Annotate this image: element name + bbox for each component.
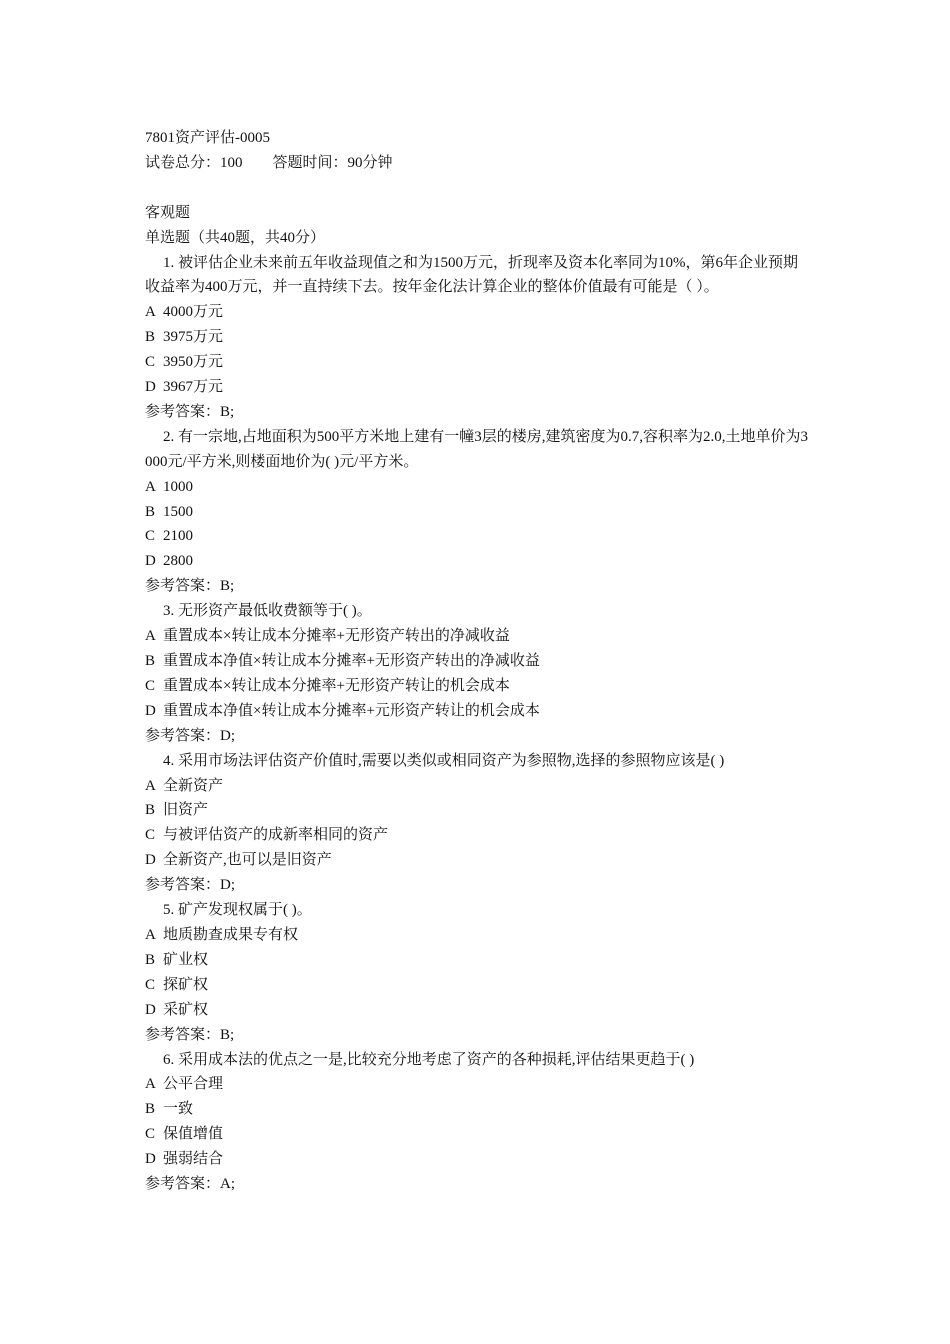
option-d: D 2800 <box>145 553 193 570</box>
option-b: B 1500 <box>145 503 193 520</box>
option-c: C 与被评估资产的成新率相同的资产 <box>145 827 389 844</box>
option-a: A 4000万元 <box>145 304 224 321</box>
question-block <box>145 749 810 898</box>
section-subtitle: 单选题（共40题，共40分） <box>145 229 326 246</box>
option-b: B 重置成本净值×转让成本分摊率+无形资产转出的净减收益 <box>145 653 540 670</box>
reference-answer: 参考答案：B; <box>145 1026 235 1043</box>
option-d: D 采矿权 <box>145 1001 209 1018</box>
reference-answer: 参考答案：B; <box>145 403 235 420</box>
reference-answer: 参考答案：A; <box>145 1176 236 1193</box>
question-text: 3. 无形资产最低收费额等于( )。 <box>163 603 372 620</box>
question-block <box>145 425 810 599</box>
question-text: 4. 采用市场法评估资产价值时,需要以类似或相同资产为参照物,选择的参照物应该是( ) <box>163 752 725 769</box>
option-b: B 一致 <box>145 1101 194 1118</box>
question-block <box>145 898 810 1047</box>
document-page <box>145 126 810 1197</box>
exam-meta <box>145 151 810 176</box>
option-c: C 探矿权 <box>145 976 209 993</box>
question-text: 1. 被评估企业未来前五年收益现值之和为1500万元，折现率及资本化率同为10%，第6年企业预期收益率为400万元，并一直持续下去。按年金化法计算企业的整体价值最有可能是（ ）。 <box>145 254 798 296</box>
total-score: 试卷总分：100 <box>145 154 243 171</box>
option-b: B 旧资产 <box>145 802 209 819</box>
question-block <box>145 599 810 748</box>
option-d: D 全新资产,也可以是旧资产 <box>145 852 332 869</box>
reference-answer: 参考答案：D; <box>145 877 236 894</box>
question-block <box>145 251 810 425</box>
section-title: 客观题 <box>145 204 191 221</box>
option-c: C 保值增值 <box>145 1126 224 1143</box>
option-a: A 1000 <box>145 478 193 495</box>
option-a: A 地质勘查成果专有权 <box>145 926 299 943</box>
option-c: C 重置成本×转让成本分摊率+无形资产转让的机会成本 <box>145 677 510 694</box>
question-text: 5. 矿产发现权属于( )。 <box>163 902 312 919</box>
reference-answer: 参考答案：B; <box>145 578 235 595</box>
exam-title: 7801资产评估-0005 <box>145 130 270 146</box>
question-text: 6. 采用成本法的优点之一是,比较充分地考虑了资产的各种损耗,评估结果更趋于( ) <box>163 1051 695 1068</box>
question-text: 2. 有一宗地,占地面积为500平方米地上建有一幢3层的楼房,建筑密度为0.7,容积率为2.0,土地单价为3000元/平方米,则楼面地价为( )元/平方米。 <box>145 428 809 470</box>
option-a: A 重置成本×转让成本分摊率+无形资产转出的净减收益 <box>145 628 510 645</box>
option-a: A 全新资产 <box>145 777 224 794</box>
option-a: A 公平合理 <box>145 1076 224 1093</box>
option-d: D 3967万元 <box>145 379 224 396</box>
answer-time: 答题时间：90分钟 <box>272 154 393 171</box>
option-c: C 3950万元 <box>145 354 224 371</box>
reference-answer: 参考答案：D; <box>145 727 236 744</box>
option-b: B 矿业权 <box>145 951 209 968</box>
question-block <box>145 1048 810 1197</box>
option-b: B 3975万元 <box>145 329 224 346</box>
option-c: C 2100 <box>145 528 193 545</box>
option-d: D 强弱结合 <box>145 1151 224 1168</box>
option-d: D 重置成本净值×转让成本分摊率+元形资产转让的机会成本 <box>145 702 540 719</box>
